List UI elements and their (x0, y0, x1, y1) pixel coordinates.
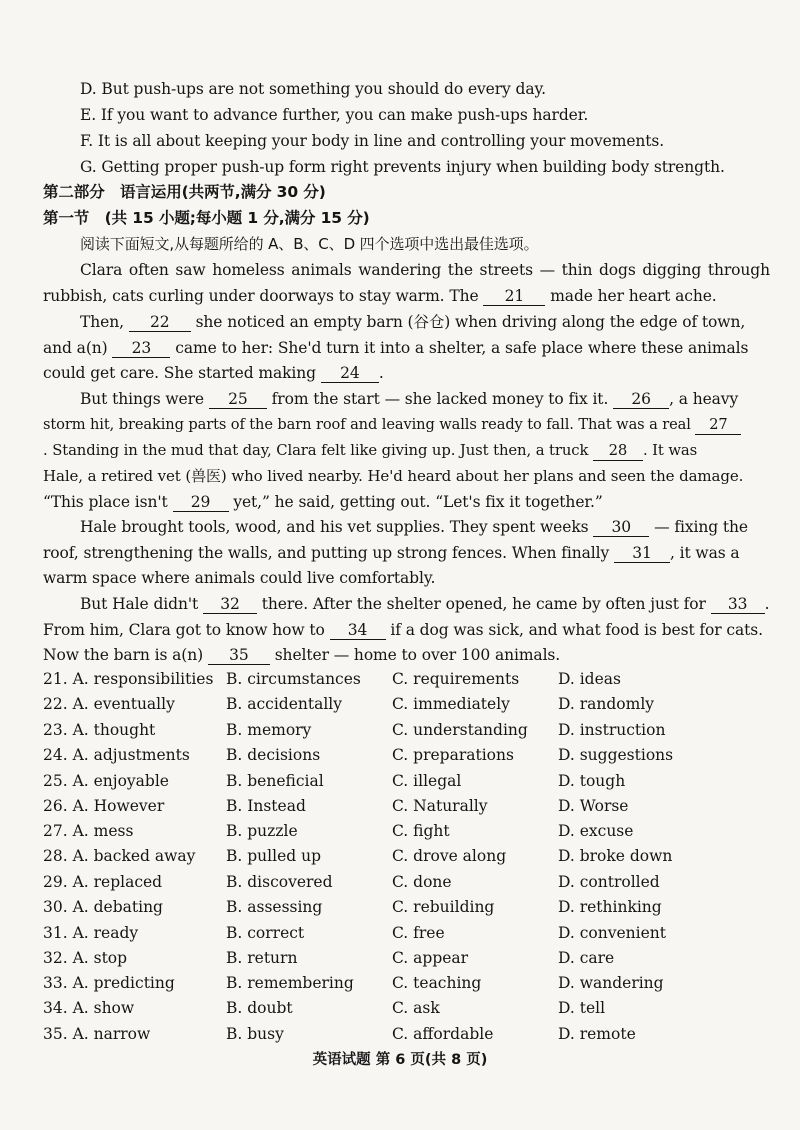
passage-text: came to her: She'd turn it into a shelter, a safe place where these animals (175, 339, 749, 357)
option-c[interactable]: C. fight (392, 822, 450, 840)
option-b[interactable]: B. pulled up (226, 847, 321, 865)
passage-line (43, 415, 770, 435)
blank-24[interactable]: 24 (321, 364, 379, 383)
passage-line (80, 389, 770, 409)
blank-22[interactable]: 22 (129, 313, 191, 332)
option-d[interactable]: D. tell (558, 999, 606, 1017)
option-d[interactable]: D. tough (558, 772, 626, 790)
question-row-35 (43, 1023, 763, 1045)
passage-text: . Standing in the mud that day, Clara felt like giving up. Just then, a truck (43, 442, 589, 459)
question-row-28 (43, 845, 763, 867)
question-row-25 (43, 770, 763, 792)
option-b[interactable]: B. discovered (226, 873, 333, 891)
passage-line: warm space where animals could live comfortably. (43, 569, 436, 587)
option-d[interactable]: D. suggestions (558, 746, 674, 764)
passage-text: But things were (80, 390, 205, 408)
option-a[interactable]: 32. A. stop (43, 949, 128, 967)
blank-34[interactable]: 34 (330, 621, 386, 640)
option-c[interactable]: C. drove along (392, 847, 507, 865)
option-d[interactable]: D. remote (558, 1025, 636, 1043)
passage-text: from the start — she lacked money to fix it. (271, 390, 609, 408)
blank-31[interactable]: 31 (614, 544, 670, 563)
question-row-21 (43, 668, 763, 690)
option-d-prev: D. But push-ups are not something you should do every day. (80, 80, 546, 98)
question-row-22 (43, 693, 763, 715)
option-c[interactable]: C. free (392, 924, 445, 942)
passage-text: rubbish, cats curling under doorways to stay warm. The (43, 287, 479, 305)
option-d[interactable]: D. wandering (558, 974, 664, 992)
option-d[interactable]: D. convenient (558, 924, 666, 942)
question-row-33 (43, 972, 763, 994)
option-c[interactable]: C. preparations (392, 746, 514, 764)
option-a[interactable]: 31. A. ready (43, 924, 139, 942)
instruction: 阅读下面短文,从每题所给的 A、B、C、D 四个选项中选出最佳选项。 (80, 235, 539, 253)
blank-35[interactable]: 35 (208, 646, 270, 665)
option-d[interactable]: D. rethinking (558, 898, 662, 916)
option-c[interactable]: C. teaching (392, 974, 482, 992)
option-c[interactable]: C. understanding (392, 721, 528, 739)
option-g-prev: G. Getting proper push-up form right prevents injury when building body strength. (80, 158, 725, 176)
question-row-31 (43, 922, 763, 944)
option-d[interactable]: D. ideas (558, 670, 621, 688)
passage-text: , it was a (669, 544, 740, 562)
option-b[interactable]: B. puzzle (226, 822, 298, 840)
option-a[interactable]: 34. A. show (43, 999, 135, 1017)
option-f-prev: F. It is all about keeping your body in line and controlling your movements. (80, 132, 665, 150)
passage-line (43, 441, 770, 461)
passage-line (43, 338, 770, 358)
passage-line: Clara often saw homeless animals wandering the streets — thin dogs digging through (80, 261, 770, 279)
blank-33[interactable]: 33 (711, 595, 765, 614)
option-c[interactable]: C. ask (392, 999, 440, 1017)
passage-text: But Hale didn't (80, 595, 199, 613)
blank-27[interactable]: 27 (695, 416, 741, 435)
passage-text: yet,” he said, getting out. “Let's fix it together.” (233, 493, 603, 511)
passage-line (43, 492, 770, 512)
passage-text: “This place isn't (43, 493, 168, 511)
option-d[interactable]: D. controlled (558, 873, 660, 891)
passage-text: shelter — home to over 100 animals. (274, 646, 561, 664)
option-a[interactable]: 24. A. adjustments (43, 746, 190, 764)
blank-30[interactable]: 30 (593, 518, 649, 537)
option-c[interactable]: C. requirements (392, 670, 520, 688)
question-row-26 (43, 795, 763, 817)
passage-line (43, 363, 770, 383)
passage-text: From him, Clara got to know how to (43, 621, 325, 639)
passage-line (80, 594, 770, 614)
option-d[interactable]: D. care (558, 949, 615, 967)
passage-text: if a dog was sick, and what food is best for cats. (390, 621, 763, 639)
question-row-27 (43, 820, 763, 842)
passage-line (43, 645, 770, 665)
option-b[interactable]: B. decisions (226, 746, 321, 764)
option-b[interactable]: B. correct (226, 924, 305, 942)
option-c[interactable]: C. appear (392, 949, 469, 967)
passage-text: — fixing the (654, 518, 748, 536)
blank-26[interactable]: 26 (613, 390, 669, 409)
passage-text: . (764, 595, 770, 613)
option-a[interactable]: 27. A. mess (43, 822, 134, 840)
blank-28[interactable]: 28 (593, 442, 643, 461)
passage-line (43, 286, 770, 306)
part2-title: 第二部分 语言运用(共两节,满分 30 分) (43, 183, 326, 201)
passage-line: Hale, a retired vet (兽医) who lived nearby. He'd heard about her plans and seen the damage. (43, 467, 744, 485)
blank-29[interactable]: 29 (173, 493, 229, 512)
passage-text: , a heavy (669, 390, 739, 408)
passage-line (43, 620, 770, 640)
blank-21[interactable]: 21 (483, 287, 545, 306)
passage-text: Then, (80, 313, 124, 331)
question-row-34 (43, 997, 763, 1019)
question-row-32 (43, 947, 763, 969)
blank-32[interactable]: 32 (203, 595, 257, 614)
passage-text: Now the barn is a(n) (43, 646, 204, 664)
option-b[interactable]: B. Instead (226, 797, 306, 815)
option-a[interactable]: 33. A. predicting (43, 974, 175, 992)
page-footer: 英语试题 第 6 页(共 8 页) (312, 1052, 488, 1068)
option-a[interactable]: 26. A. However (43, 797, 165, 815)
option-b[interactable]: B. remembering (226, 974, 354, 992)
option-d[interactable]: D. Worse (558, 797, 629, 815)
question-row-24 (43, 744, 763, 766)
option-a[interactable]: 30. A. debating (43, 898, 163, 916)
passage-text: roof, strengthening the walls, and putting up strong fences. When finally (43, 544, 610, 562)
option-c[interactable]: C. immediately (392, 695, 510, 713)
option-b[interactable]: B. doubt (226, 999, 293, 1017)
option-b[interactable]: B. busy (226, 1025, 284, 1043)
passage-text: Hale brought tools, wood, and his vet supplies. They spent weeks (80, 518, 589, 536)
question-row-29 (43, 871, 763, 893)
option-a[interactable]: 29. A. replaced (43, 873, 163, 891)
option-a[interactable]: 22. A. eventually (43, 695, 175, 713)
passage-text: there. After the shelter opened, he came by often just for (261, 595, 706, 613)
option-d[interactable]: D. instruction (558, 721, 666, 739)
blank-25[interactable]: 25 (209, 390, 267, 409)
option-c[interactable]: C. rebuilding (392, 898, 495, 916)
passage-text: she noticed an empty barn (谷仓) when driving along the edge of town, (195, 313, 746, 331)
option-d[interactable]: D. broke down (558, 847, 673, 865)
option-a[interactable]: 28. A. backed away (43, 847, 196, 865)
blank-23[interactable]: 23 (112, 339, 170, 358)
option-a[interactable]: 23. A. thought (43, 721, 156, 739)
option-c[interactable]: C. done (392, 873, 452, 891)
question-row-30 (43, 896, 763, 918)
passage-text: and a(n) (43, 339, 108, 357)
option-c[interactable]: C. illegal (392, 772, 462, 790)
passage-text: could get care. She started making (43, 364, 316, 382)
passage-text: storm hit, breaking parts of the barn roof and leaving walls ready to fall. That was a real (43, 416, 691, 433)
option-b[interactable]: B. accidentally (226, 695, 343, 713)
passage-text: . (378, 364, 384, 382)
passage-text: . It was (642, 442, 698, 459)
option-a[interactable]: 21. A. responsibilities (43, 670, 214, 688)
passage-line (80, 517, 770, 537)
option-b[interactable]: B. beneficial (226, 772, 324, 790)
passage-text: made her heart ache. (550, 287, 717, 305)
question-row-23 (43, 719, 763, 741)
option-d[interactable]: D. excuse (558, 822, 634, 840)
option-c[interactable]: C. Naturally (392, 797, 488, 815)
option-e-prev: E. If you want to advance further, you can make push-ups harder. (80, 106, 589, 124)
option-b[interactable]: B. circumstances (226, 670, 361, 688)
passage-line (80, 312, 770, 332)
option-a[interactable]: 25. A. enjoyable (43, 772, 169, 790)
option-b[interactable]: B. return (226, 949, 298, 967)
option-b[interactable]: B. memory (226, 721, 312, 739)
option-c[interactable]: C. affordable (392, 1025, 494, 1043)
section1-title: 第一节 (共 15 小题;每小题 1 分,满分 15 分) (43, 209, 370, 227)
option-a[interactable]: 35. A. narrow (43, 1025, 151, 1043)
option-b[interactable]: B. assessing (226, 898, 323, 916)
passage-line (43, 543, 770, 563)
option-d[interactable]: D. randomly (558, 695, 655, 713)
